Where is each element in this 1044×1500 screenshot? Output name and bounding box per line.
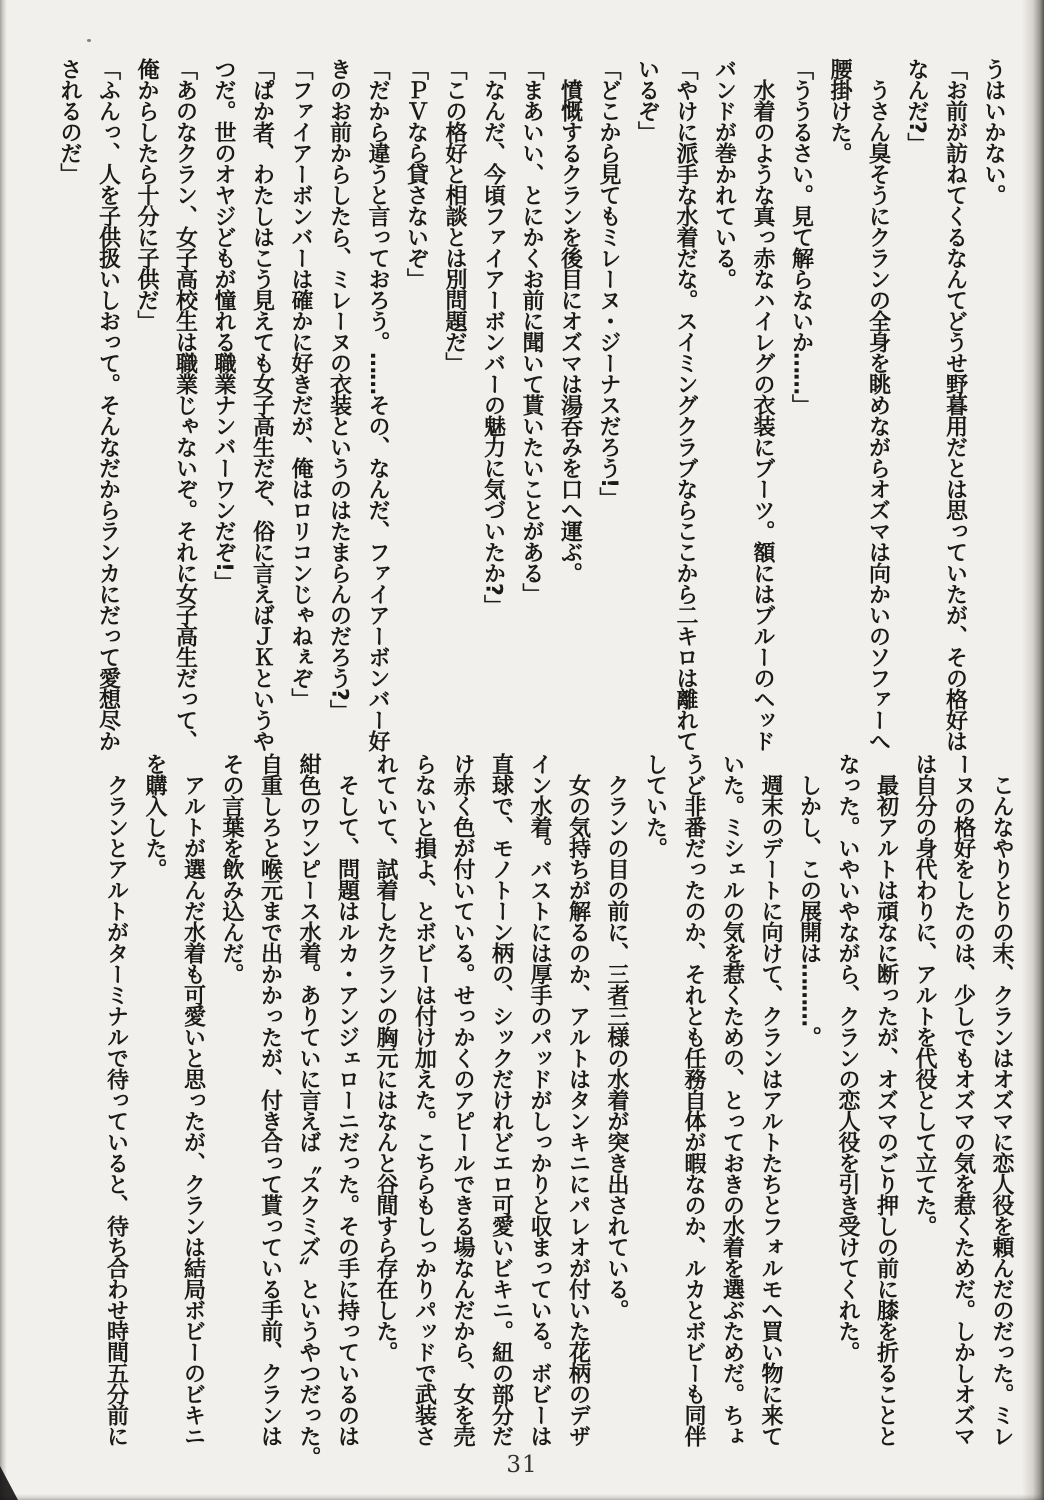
text-line: 最初アルトは頑なに断ったが、オズマのごり押しの前に膝を折ることと (873, 753, 899, 1446)
scan-dust-speck (87, 39, 91, 42)
text-line: つだ。世のオヤジどもが憧れる職業ナンバーワンだぞ!」 (211, 58, 236, 593)
text-line: いた。ミシェルの気を惹くための、とっておきの水着を選ぶためだ。ちょ (719, 753, 745, 1446)
page-number: 31 (506, 1452, 538, 1478)
text-line: なんだ?」 (904, 58, 929, 154)
text-line: 憤慨するクランを後目にオズマは湯呑みを口へ運ぶ。 (557, 58, 583, 583)
text-line: 「やけに派手な水着だな。スイミングクラブならここから二キロは離れて (673, 58, 698, 751)
text-line: らないと損よ、とボビーは付け加えた。こちらもしっかりパッドで武装さ (411, 753, 437, 1446)
scan-corner-artifact (0, 1466, 18, 1500)
text-line: を購入した。 (142, 753, 167, 879)
text-line: 女の気持ちが解るのか、アルトはタンキニにパレオが付いた花柄のデザ (565, 753, 591, 1446)
text-line: うはいかない。 (981, 58, 1006, 205)
text-line: されるのだ」 (57, 58, 82, 184)
text-line: きのお前からしたら、ミレーヌの衣装というのはたまらんのだろう?」 (326, 58, 352, 721)
text-line: いるぞ」 (634, 58, 660, 142)
text-line: 「あのなクラン、女子高校生は職業じゃないぞ。それに女子高生だって、 (172, 58, 198, 751)
text-line: 「ふんっ、人を子供扱いしおって。そんなだからランカにだって愛想尽か (95, 58, 121, 751)
text-line: れていて、試着したクランの胸元にはなんと谷間すら存在した。 (373, 753, 398, 1362)
text-block-top (50, 58, 1013, 758)
text-line: なった。いやいやながら、クランの恋人役を引き受けてくれた。 (835, 753, 860, 1362)
text-line: クランとアルトがターミナルで待っていると、待ち合わせ時間五分前に (103, 753, 129, 1446)
text-line: 「お前が訪ねてくるなんてどうせ野暮用だとは思っていたが、その格好は (942, 58, 968, 751)
text-line: アルトが選んだ水着も可愛いと思ったが、クランは結局ボビーのビキニ (180, 753, 206, 1446)
text-line: 紺色のワンピース水着。ありていに言えば〝スクミズ〟というやつだった。 (296, 753, 321, 1467)
text-line: こんなやりとりの末、クランはオズマに恋人役を頼んだのだった。ミレ (989, 753, 1014, 1446)
text-line: バンドが巻かれている。 (711, 58, 737, 289)
text-line: は自分の身代わりに、アルトを代役として立てた。 (912, 753, 937, 1236)
text-line: ーヌの格好をしたのは、少しでもオズマの気を惹くためだ。しかしオズマ (950, 753, 976, 1446)
text-line: 「ぱか者、わたしはこう見えても女子高生だぞ、俗に言えばＪＫというや (249, 58, 275, 751)
scan-edge-shadow-right (1022, 0, 1044, 1500)
text-line: していた。 (642, 753, 668, 858)
scan-edge-shadow-bottom (0, 1494, 1044, 1500)
text-line: 水着のような真っ赤なハイレグの衣装にブーツ。額にはブルーのヘッド (750, 58, 775, 751)
text-line: うど非番だったのか、それとも任務自体が暇なのか、ルカとボビーも同伴 (681, 753, 706, 1446)
text-line: クランの目の前に、三者三様の水着が突き出されている。 (604, 753, 629, 1320)
text-line: うさん臭そうにクランの全身を眺めながらオズマは向かいのソファーへ (865, 58, 891, 751)
text-line: 「この格好と相談とは別問題だ」 (442, 58, 467, 373)
text-line: 「ファイアーボンバーは確かに好きだが、俺はロリコンじゃねぇぞ」 (288, 58, 313, 709)
text-line: 「ＰＶなら貸さないぞ」 (403, 58, 429, 289)
text-line: そして、問題はルカ・アンジェローニだった。その手に持っているのは (334, 753, 360, 1446)
scan-edge-shadow-left (0, 0, 7, 1500)
text-line: け赤く色が付いている。せっかくのアピールできる場なんだから、女を売 (450, 753, 475, 1446)
text-line: しかし、この展開は………。 (796, 753, 822, 1047)
text-line: 直球で、モノトーン柄の、シックだけれどエロ可愛いビキニ。紐の部分だ (488, 753, 514, 1446)
text-line: 俺からしたら十分に子供だ」 (134, 58, 159, 331)
text-line: 「ううるさい。見て解らないか……」 (788, 58, 814, 415)
text-line: 「まあいい、とにかくお前に聞いて貰いたいことがある」 (519, 58, 544, 604)
text-line: 「なんだ、今頃ファイアーボンバーの魅力に気づいたか?」 (480, 58, 506, 616)
text-line: その言葉を飲み込んだ。 (219, 753, 244, 984)
text-line: 自重しろと喉元まで出かかったが、付き合って貰っている手前、クランは (257, 753, 283, 1446)
text-line: 「どこから見てもミレーヌ・ジーナスだろう!」 (596, 58, 621, 509)
text-line: 腰掛けた。 (827, 58, 852, 163)
text-line: イン水着。バストには厚手のパッドがしっかりと収まっている。ボビーは (527, 753, 552, 1446)
text-line: 「だから違うと言っておろう。……その、なんだ、ファイアーボンバー好 (365, 58, 390, 751)
text-line: 週末のデートに向けて、クランはアルトたちとフォルモへ買い物に来て (758, 753, 783, 1446)
